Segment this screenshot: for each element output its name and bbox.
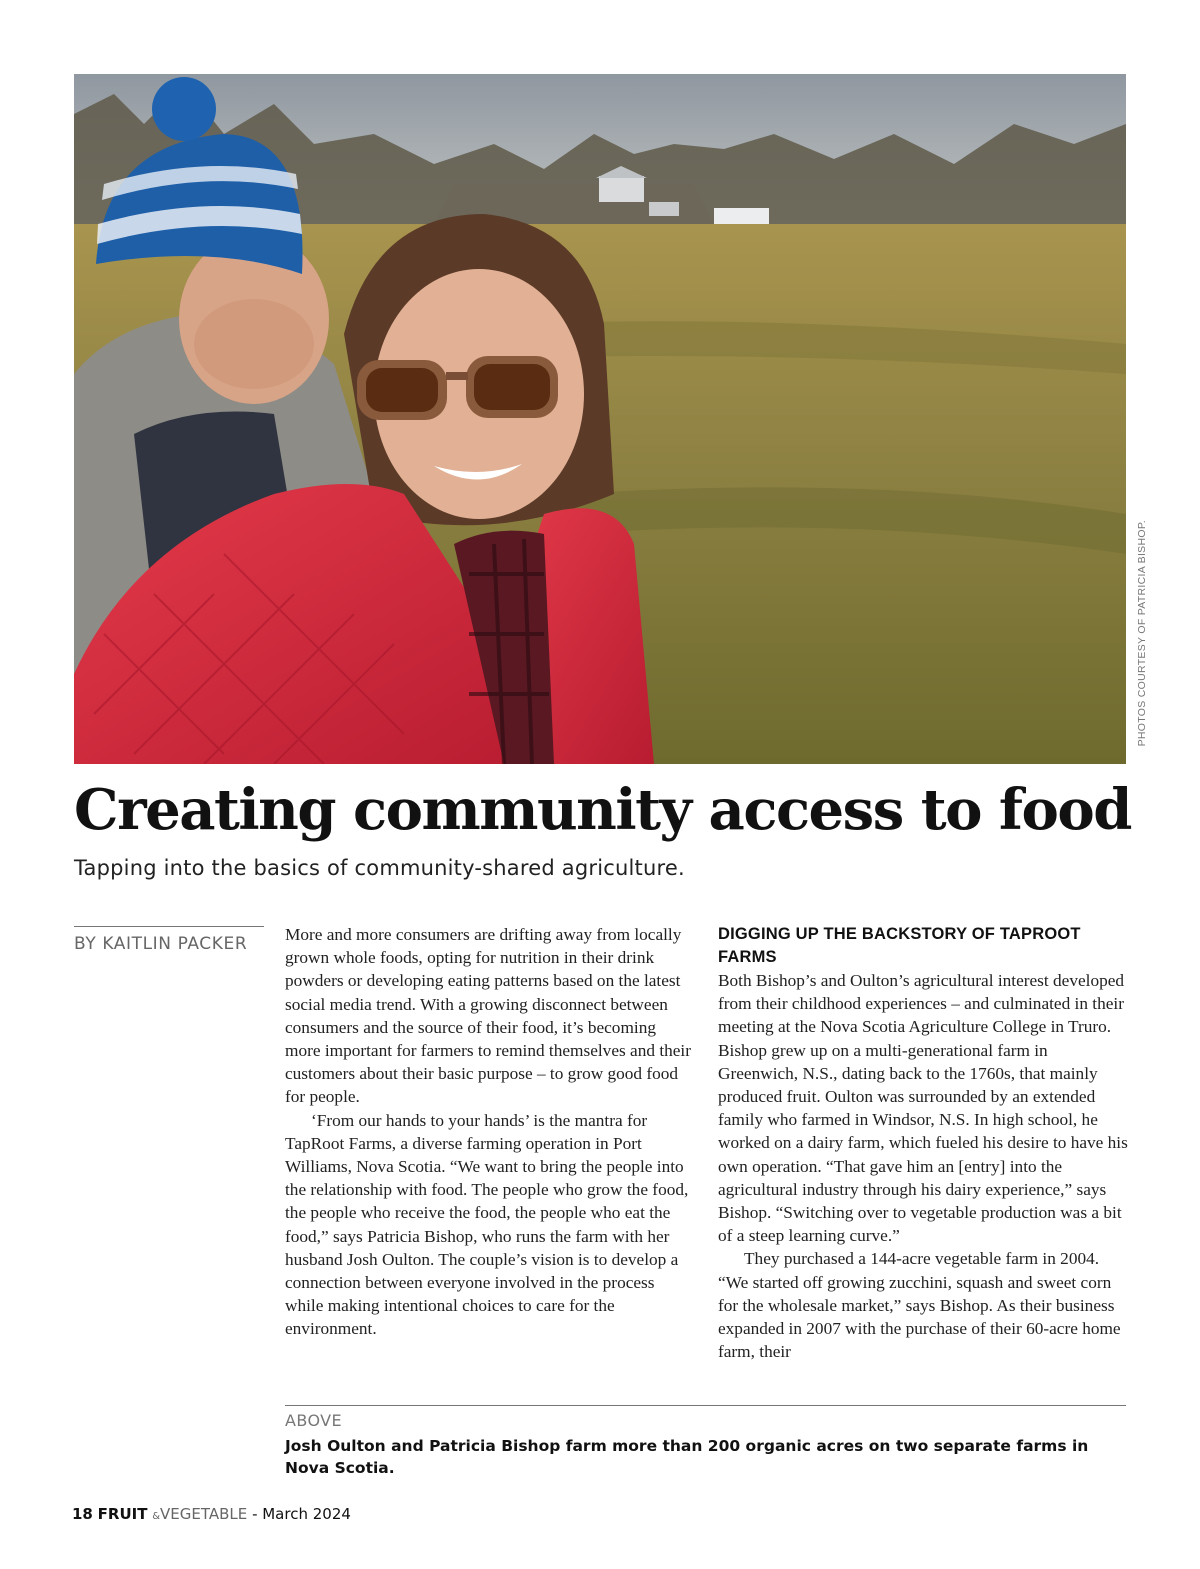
paragraph: Both Bishop’s and Oulton’s agricultural interest developed from their childhood experiences – and culminated in their meeting at the Nova Scotia Agriculture College in Truro. Bishop grew up on a multi-generational farm in Greenwich, N.S., dating back to the 1760s, that mainly produced fruit. Oulton was surrounded by an extended family who farmed in Windsor, N.S. In high school, he worked on a dairy farm, which fueled his desire to have his own operation. “That gave him an [entry] into the agricultural industry through his dairy experience,” says Bishop. “Switching over to vegetable production was a bit of a steep learning curve.” — [718, 971, 1128, 1246]
body-column-1 — [285, 923, 695, 1395]
hero-photo — [74, 74, 1126, 764]
magazine-name-vegetable: VEGETABLE — [160, 1505, 248, 1523]
photo-credit-text: PHOTOS COURTESY OF PATRICIA BISHOP. — [1136, 520, 1148, 747]
page-footer — [72, 1505, 351, 1523]
paragraph: They purchased a 144-acre vegetable farm in 2004. “We started off growing zucchini, squash and sweet corn for the wholesale market,” says Bishop. As their business expanded in 2007 with the purchase of their 60-acre home farm, their — [718, 1249, 1121, 1362]
caption-rule — [285, 1405, 1126, 1406]
page-number: 18 — [72, 1505, 93, 1523]
headline: Creating community access to food — [74, 777, 1131, 843]
caption-label: ABOVE — [285, 1411, 343, 1430]
byline-rule — [74, 926, 264, 927]
paragraph: More and more consumers are drifting away from locally grown whole foods, opting for nutrition in their drink powders or developing eating patterns based on the latest social media trend. With a growing disconnect between consumers and the source of their food, it’s becoming more important for farmers to remind themselves and their customers about their basic purpose – to grow good food for people. — [285, 925, 691, 1107]
section-subhead: DIGGING UP THE BACKSTORY OF TAPROOT FARMS — [718, 925, 1081, 966]
issue-date: - March 2024 — [252, 1505, 351, 1523]
deck: Tapping into the basics of community-shared agriculture. — [74, 856, 685, 880]
magazine-name-fruit: FRUIT — [97, 1505, 148, 1523]
caption-text: Josh Oulton and Patricia Bishop farm more than 200 organic acres on two separate farms in Nova Scotia. — [285, 1437, 1089, 1477]
photo-credit — [1136, 520, 1150, 760]
byline: BY KAITLIN PACKER — [74, 934, 248, 954]
selfie-field-illustration — [74, 74, 1126, 764]
body-column-2 — [718, 923, 1128, 1395]
paragraph: ‘From our hands to your hands’ is the mantra for TapRoot Farms, a diverse farming operation in Port Williams, Nova Scotia. “We want to bring the people into the relationship with food. The people who grow the food, the people who receive the food, the people who eat the food,” says Patricia Bishop, who runs the farm with her husband Josh Oulton. The couple’s vision is to develop a connection between everyone involved in the process while making intentional choices to care for the environment. — [285, 1110, 689, 1339]
magazine-name-ampersand: & — [152, 1511, 161, 1522]
